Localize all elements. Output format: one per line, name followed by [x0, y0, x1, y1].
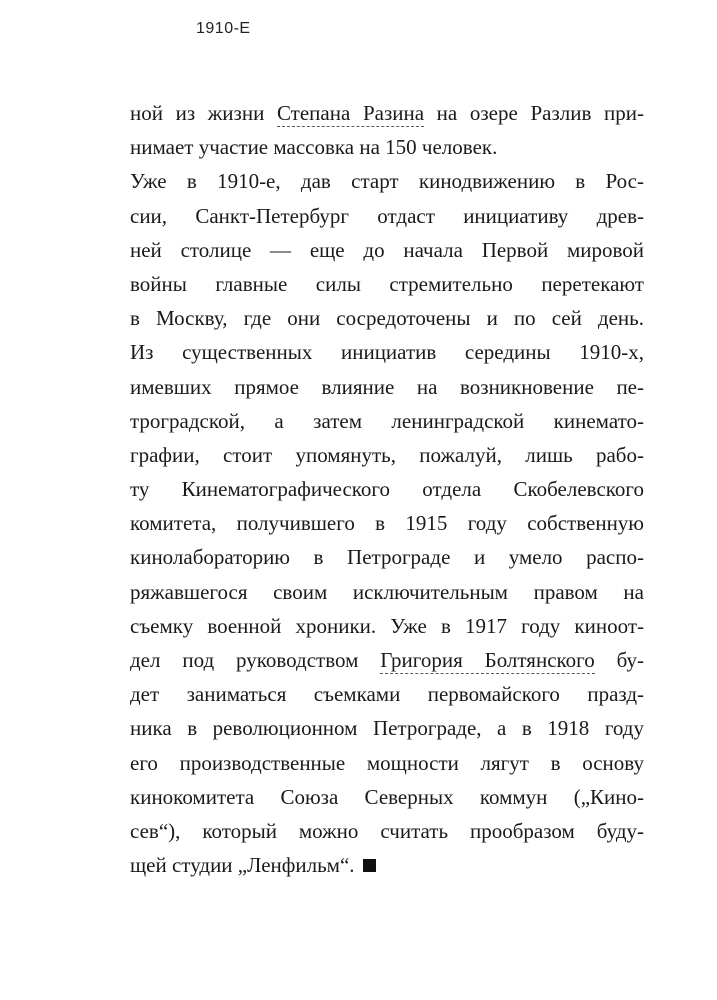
text-line: съемку военной хроники. Уже в 1917 году киноот-: [130, 613, 644, 638]
text-line: [130, 848, 644, 882]
text-line: комитета, получившего в 1915 году собственную: [130, 511, 644, 536]
text-line: [130, 96, 644, 130]
text-line: графии, стоит упомянуть, пожалуй, лишь рабо-: [130, 442, 644, 467]
text-line: войны главные силы стремительно перетекают: [130, 271, 644, 296]
text-line: кинолабораторию в Петрограде и умело распо-: [130, 545, 644, 570]
text-line: [130, 643, 644, 677]
text-line: Из существенных инициатив середины 1910-х,: [130, 340, 644, 365]
article-text: [130, 96, 644, 882]
text-line: ника в революционном Петрограде, а в 1918 году: [130, 716, 644, 741]
text-line: ряжавшегося своим исключительным правом на: [130, 579, 644, 604]
text-line: его производственные мощности лягут в основу: [130, 750, 644, 775]
text-line: ту Кинематографического отдела Скобелевского: [130, 477, 644, 502]
link-grigory-boltyansky[interactable]: Григория Болтянского: [380, 648, 595, 672]
text-line: дет заниматься съемками первомайского празд-: [130, 682, 644, 707]
link-stepan-razin[interactable]: Степана Разина: [276, 101, 425, 125]
text-line: Уже в 1910-е, дав старт кинодвижению в Рос-: [130, 169, 644, 194]
text-fragment: бу-: [594, 648, 644, 672]
text-fragment: ной из жизни: [130, 101, 277, 125]
text-fragment: щей студии „Ленфильм“.: [130, 853, 355, 878]
text-line: в Москву, где они сосредоточены и по сей день.: [130, 306, 644, 331]
text-line: ней столице — еще до начала Первой мировой: [130, 237, 644, 262]
end-of-article-square-icon: [363, 859, 376, 872]
text-line: имевших прямое влияние на возникновение пе-: [130, 374, 644, 399]
running-head: 1910-Е: [196, 20, 251, 37]
text-line: кинокомитета Союза Северных коммун („Кино-: [130, 784, 644, 809]
text-fragment: дел под руководством: [130, 648, 381, 672]
text-line: нимает участие массовка на 150 человек.: [130, 135, 498, 160]
text-line: троградской, а затем ленинградской кинемато-: [130, 408, 644, 433]
text-line: сев“), который можно считать прообразом буду-: [130, 818, 644, 843]
text-fragment: на озере Разлив при-: [424, 101, 644, 125]
text-line: сии, Санкт-Петербург отдаст инициативу древ-: [130, 203, 644, 228]
